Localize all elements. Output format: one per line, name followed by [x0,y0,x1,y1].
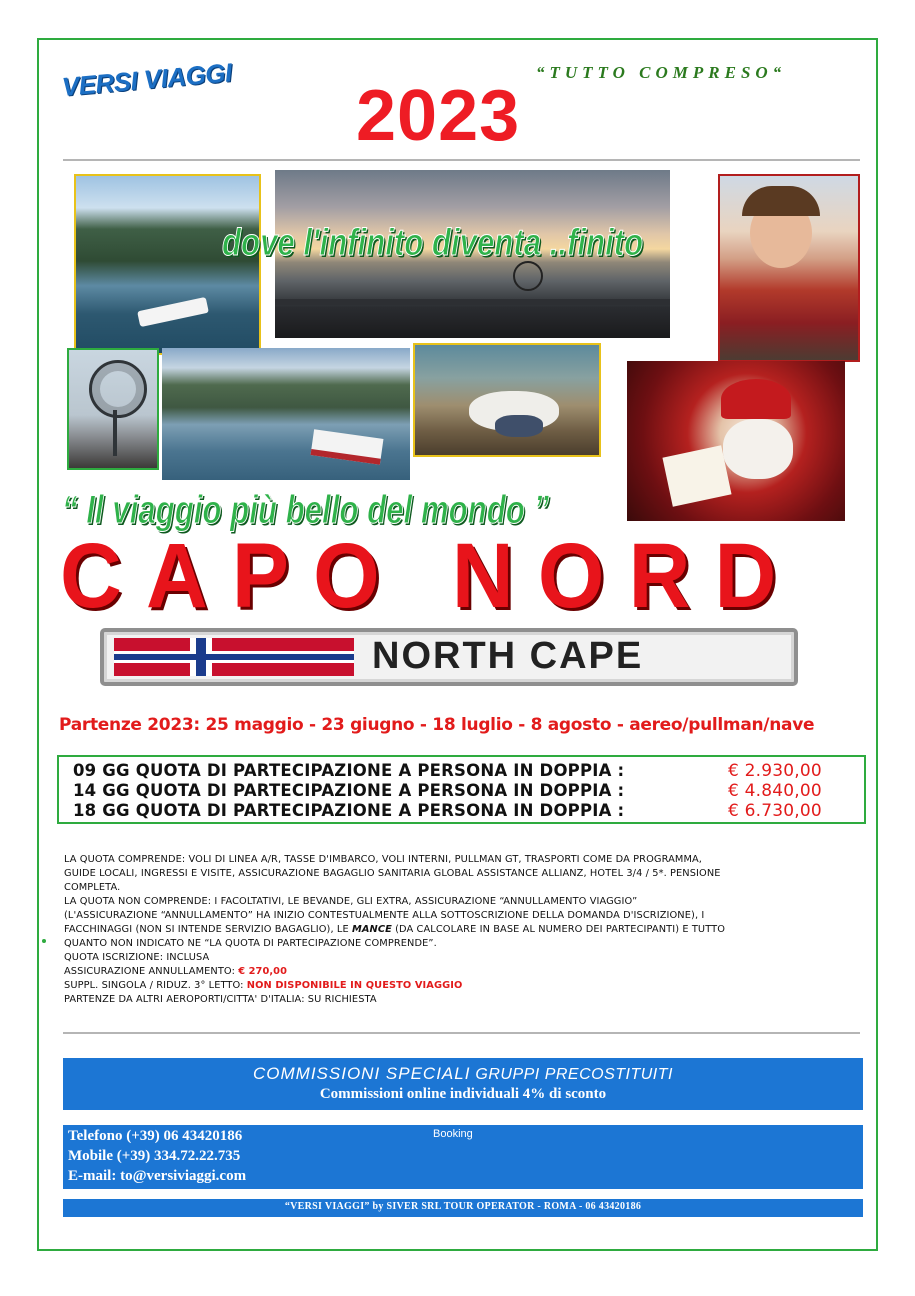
price-amount: € 6.730,00 [728,801,822,821]
excludes-text: FACCHINAGGI (NON SI INTENDE SERVIZIO BAGAGLIO), LE [64,924,352,935]
booking-label: Booking [433,1128,473,1140]
mobile-text: Mobile (+39) 334.72.22.735 [68,1148,241,1164]
norway-flag-icon [114,638,354,676]
price-label: 14 GG QUOTA DI PARTECIPAZIONE A PERSONA IN DOPPIA : [73,781,625,800]
insurance-label: ASSICURAZIONE ANNULLAMENTO: [64,966,239,977]
price-label: 09 GG QUOTA DI PARTECIPAZIONE A PERSONA IN DOPPIA : [73,761,625,780]
north-cape-patch [100,628,798,686]
tagline: dove l'infinito diventa ..finito [222,222,644,264]
all-inclusive-label: “TUTTO COMPRESO“ [536,63,787,82]
registration-line: QUOTA ISCRIZIONE: INCLUSA [64,952,210,963]
email-link[interactable]: E-mail: to@versiviaggi.com [68,1168,247,1184]
other-airports-line: PARTENZE DA ALTRI AEROPORTI/CITTA' D'ITALIA: SU RICHIESTA [64,994,377,1005]
divider-top [63,159,860,161]
single-supplement-value: NON DISPONIBILE IN QUESTO VIAGGIO [246,980,463,991]
brand-logo: VERSI VIAGGI [60,57,233,102]
single-supplement-line [64,979,462,993]
commissions-title [63,1064,863,1084]
coastal-ship-photo [162,348,410,480]
contact-banner [63,1125,863,1189]
main-title: CAPO NORD [60,525,801,627]
santa-claus-photo [627,361,845,521]
price-table [57,755,866,824]
footer-text: “VERSI VIAGGI” by SIVER SRL TOUR OPERATOR - ROMA - 06 43420186 [284,1201,642,1212]
insurance-value: € 270,00 [238,966,288,977]
footer-banner [63,1199,863,1217]
commissions-title-sub: GRUPPI PRECOSTITUITI [470,1066,673,1083]
includes-line: GUIDE LOCALI, INGRESSI E VISITE, ASSICURAZIONE BAGAGLIO SANITARIA GLOBAL ASSISTANCE ALLIANZ, HOTEL 3/4 / 5*. PENSIONE [64,868,721,879]
includes-line: LA QUOTA COMPRENDE: VOLI DI LINEA A/R, TASSE D'IMBARCO, VOLI INTERNI, PULLMAN GT, TRASPORTI COME DA PROGRAMMA, [64,854,703,865]
departure-dates: Partenze 2023: 25 maggio - 23 giugno - 18 luglio - 8 agosto - aereo/pullman/nave [59,715,815,735]
price-row [73,781,822,801]
sami-girl-photo [718,174,860,362]
year-heading: 2023 [356,76,521,156]
price-amount: € 4.840,00 [728,781,822,801]
price-row [73,761,822,781]
commissions-title-main: COMMISSIONI SPECIALI [253,1064,471,1083]
tips-label: MANCE [351,924,392,935]
single-supplement-label: SUPPL. SINGOLA / RIDUZ. 3° LETTO: [64,980,247,991]
insurance-line [64,965,287,979]
price-row [73,801,822,821]
includes-line: COMPLETA. [64,882,121,893]
excludes-line: QUANTO NON INDICATO NE “LA QUOTA DI PARTECIPAZIONE COMPRENDE”. [64,938,437,949]
excludes-text: (DA CALCOLARE IN BASE AL NUMERO DEI PARTECIPANTI) E TUTTO [391,924,726,935]
excludes-line [64,923,725,937]
excludes-line: LA QUOTA NON COMPRENDE: I FACOLTATIVI, LE BEVANDE, GLI EXTRA, ASSICURAZIONE “ANNULLAMENTO VIAGGIO” [64,896,638,907]
divider-bottom [63,1032,860,1034]
bullet-dot [42,939,46,943]
commissions-subtitle: Commissioni online individuali 4% di sconto [319,1086,607,1102]
phone-text: Telefono (+39) 06 43420186 [68,1128,243,1144]
globe-monument-photo [67,348,159,470]
slogan: “ Il viaggio più bello del mondo ” [62,488,550,532]
commissions-banner [63,1058,863,1110]
north-cape-label: NORTH CAPE [372,635,644,677]
price-amount: € 2.930,00 [728,761,822,781]
price-label: 18 GG QUOTA DI PARTECIPAZIONE A PERSONA IN DOPPIA : [73,801,625,820]
excludes-line: (L'ASSICURAZIONE “ANNULLAMENTO” HA INIZIO CONTESTUALMENTE ALLA SOTTOSCRIZIONE DELLA DOMANDA D'ISCRIZIONE), I [64,910,705,921]
reindeer-photo [413,343,601,457]
